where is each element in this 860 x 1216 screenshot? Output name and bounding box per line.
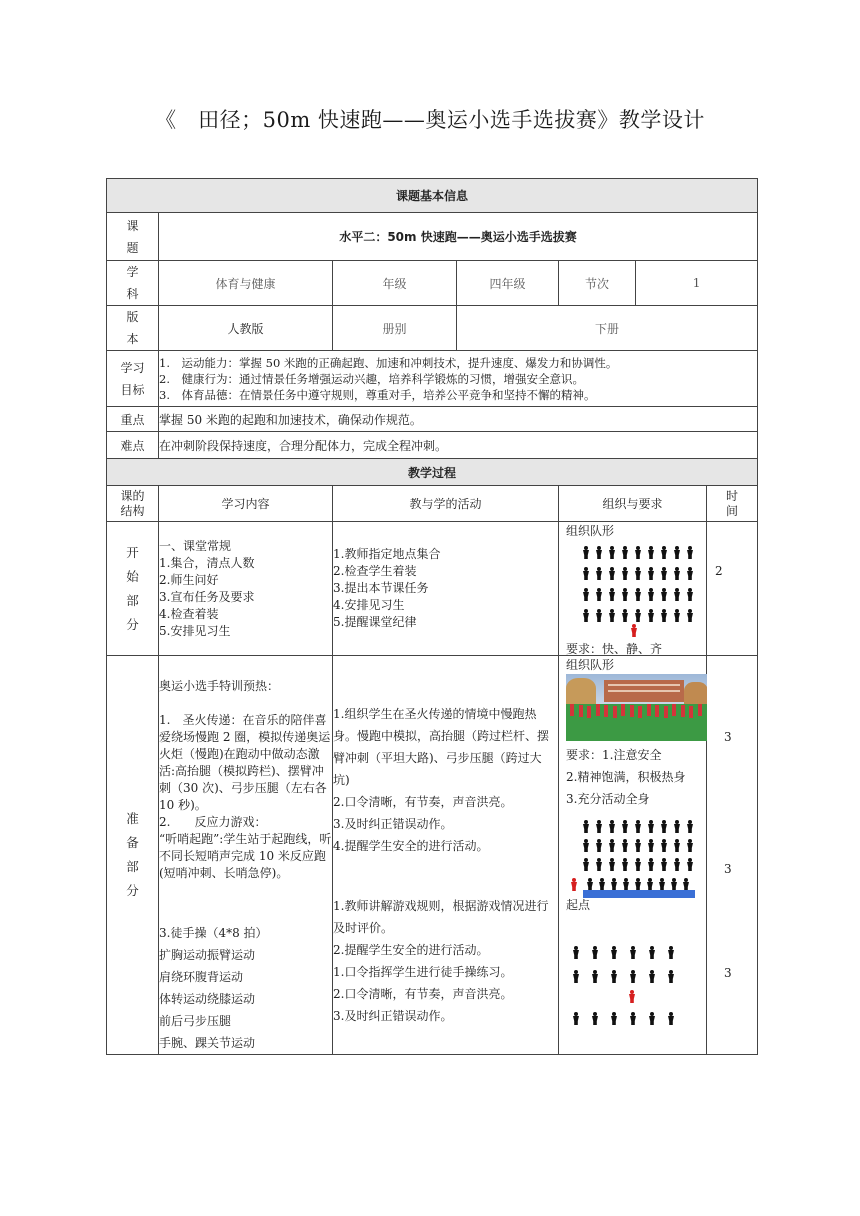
goals-list <box>159 351 758 407</box>
student-figure <box>611 946 617 959</box>
difficulty-value: 在冲刺阶段保持速度，合理分配体力，完成全程冲刺。 <box>159 432 758 459</box>
prep-label-text: 准 备 部 分 <box>126 811 139 898</box>
student-figure <box>622 609 628 622</box>
start-section-label <box>107 522 159 656</box>
content-line: 3.宣布任务及要求 <box>159 590 255 604</box>
volume-value: 下册 <box>457 306 758 351</box>
start-activity <box>333 522 559 656</box>
photo-student <box>655 705 659 717</box>
student-figure <box>674 839 680 852</box>
student-figure <box>687 588 693 601</box>
student-figure <box>668 1012 674 1025</box>
goal-item: 3. 体育品德：在情景任务中遵守规则，尊重对手，培养公平竞争和坚持不懈的精神。 <box>159 387 596 402</box>
student-figure <box>648 820 654 833</box>
activity-line: 4.安排见习生 <box>333 598 405 612</box>
student-figure <box>583 546 589 559</box>
org-requirement: 要求：快、静、齐 <box>566 642 663 656</box>
photo-student <box>613 706 617 718</box>
student-figure <box>592 946 598 959</box>
org-title: 组织队形 <box>566 658 615 672</box>
student-figure <box>687 839 693 852</box>
activity-line: 4.提醒学生安全的进行活动。 <box>333 839 489 853</box>
topic-value: 水平二：50m 快速跑——奥运小选手选拔赛 <box>159 213 758 261</box>
photo-student <box>604 705 608 717</box>
content-line: 一、课堂常规 <box>159 539 232 553</box>
content-item: 3.徒手操（4*8 拍） <box>159 926 268 940</box>
lesson-value: 1 <box>636 261 758 306</box>
student-figure <box>583 820 589 833</box>
grade-label: 年级 <box>333 261 457 306</box>
lesson-plan-table <box>106 178 758 1055</box>
student-figure <box>635 609 641 622</box>
basic-info-header: 课题基本信息 <box>107 179 758 213</box>
lesson-label: 节次 <box>559 261 636 306</box>
difficulty-label: 难点 <box>107 432 159 459</box>
grade-value: 四年级 <box>457 261 559 306</box>
key-label: 重点 <box>107 407 159 432</box>
student-figure <box>674 609 680 622</box>
student-figure <box>596 858 602 871</box>
student-figure <box>573 946 579 959</box>
activity-line: 1.教师指定地点集合 <box>333 547 441 561</box>
col-structure <box>107 486 159 522</box>
student-figure <box>687 609 693 622</box>
student-figure <box>583 588 589 601</box>
content-item: “听哨起跑”:学生站于起跑线，听不同长短哨声完成 10 米反应跑(短哨冲刺、长哨急停)。 <box>159 832 332 880</box>
activity-line: 3.提出本节课任务 <box>333 581 429 595</box>
goal-item: 2. 健康行为：通过情景任务增强运动兴趣，培养科学锻炼的习惯，增强安全意识。 <box>159 371 584 386</box>
warmup-photo <box>566 674 707 741</box>
photo-student <box>689 706 693 718</box>
student-figure <box>687 567 693 580</box>
photo-student <box>698 704 702 716</box>
goals-label-text: 学习 目标 <box>120 360 145 397</box>
student-figure <box>583 567 589 580</box>
teacher-figure <box>571 878 577 891</box>
student-figure <box>596 546 602 559</box>
prep-section-label <box>107 656 159 1055</box>
student-figure <box>596 588 602 601</box>
student-figure <box>609 858 615 871</box>
student-figure <box>622 567 628 580</box>
student-figure <box>661 588 667 601</box>
student-figure <box>630 970 636 983</box>
photo-student <box>672 704 676 716</box>
student-figure <box>687 858 693 871</box>
start-content <box>159 522 333 656</box>
student-figure <box>573 1012 579 1025</box>
activity-line: 2.口令清晰，有节奏，声音洪亮。 <box>333 795 513 809</box>
content-line: 手腕、踝关节运动 <box>159 1036 256 1050</box>
photo-student <box>630 705 634 717</box>
student-figure <box>635 858 641 871</box>
subject-value: 体育与健康 <box>159 261 333 306</box>
student-figure <box>583 609 589 622</box>
photo-student <box>621 704 625 716</box>
prep-content <box>159 656 333 1055</box>
prep-organization <box>559 656 707 1055</box>
student-figure <box>648 567 654 580</box>
start-line-label: 起点 <box>566 898 591 912</box>
student-figure <box>592 970 598 983</box>
subject-label-text: 学 科 <box>126 265 139 301</box>
activity-line: 1.组织学生在圣火传递的情境中慢跑热身。慢跑中模拟，高抬腿（跨过栏杆、摆臂冲刺（平坦大路)、弓步压腿（跨过大坑) <box>333 707 550 787</box>
time-value: 3 <box>724 966 732 980</box>
prep-time <box>707 656 758 1055</box>
student-figure <box>622 839 628 852</box>
edition-label-text: 版 本 <box>126 310 139 346</box>
content-item: 1. 圣火传递：在音乐的陪伴喜爱绕场慢跑 2 圈，模拟传递奥运火炬（慢跑)在跑动中做动态激活:高抬腿（模拟跨栏)、摆臂冲刺（30 次)、弓步压腿（左右各 10 秒)。 <box>159 713 331 812</box>
student-figure <box>635 839 641 852</box>
student-figure <box>596 609 602 622</box>
student-figure <box>648 839 654 852</box>
student-figure <box>674 820 680 833</box>
start-time: 2 <box>707 522 758 656</box>
student-figure <box>635 588 641 601</box>
student-figure <box>630 1012 636 1025</box>
org-requirement: 要求：1.注意安全 <box>566 748 662 762</box>
topic-label-text: 课 题 <box>126 218 139 255</box>
student-figure <box>609 839 615 852</box>
goals-label <box>107 351 159 407</box>
content-line: 前后弓步压腿 <box>159 1014 232 1028</box>
student-figure <box>661 858 667 871</box>
student-figure <box>596 839 602 852</box>
photo-student <box>570 704 574 716</box>
volume-label: 册别 <box>333 306 457 351</box>
start-label-text: 开 始 部 分 <box>126 544 139 632</box>
student-figure <box>661 546 667 559</box>
student-figure <box>661 839 667 852</box>
student-figure <box>674 858 680 871</box>
student-figure <box>661 567 667 580</box>
document-title: 《 田径；50m 快速跑——奥运小选手选拔赛》教学设计 <box>155 108 705 132</box>
student-figure <box>592 1012 598 1025</box>
student-figure <box>622 820 628 833</box>
student-figure <box>668 970 674 983</box>
activity-line: 3.及时纠正错误动作。 <box>333 1009 453 1023</box>
org-requirement: 3.充分活动全身 <box>566 792 650 806</box>
activity-line: 3.及时纠正错误动作。 <box>333 817 453 831</box>
student-figure <box>609 567 615 580</box>
col-structure-text: 课的 结构 <box>120 488 145 518</box>
org-title: 组织队形 <box>566 524 615 538</box>
activity-line: 5.提醒课堂纪律 <box>333 615 417 629</box>
teacher-figure <box>631 624 637 637</box>
key-value: 掌握 50 米跑的起跑和加速技术，确保动作规范。 <box>159 407 758 432</box>
content-line: 4.检查着装 <box>159 607 219 621</box>
content-item: 2. 反应力游戏： <box>159 815 267 829</box>
student-figure <box>630 946 636 959</box>
student-figure <box>674 567 680 580</box>
col-activity: 教与学的活动 <box>333 486 559 522</box>
student-figure <box>668 946 674 959</box>
student-figure <box>596 820 602 833</box>
time-value: 3 <box>724 862 732 876</box>
student-figure <box>622 546 628 559</box>
teacher-figure <box>629 990 635 1003</box>
photo-student <box>647 704 651 716</box>
col-org: 组织与要求 <box>559 486 707 522</box>
student-figure <box>596 567 602 580</box>
student-figure <box>609 820 615 833</box>
content-line: 2.师生问好 <box>159 573 219 587</box>
student-figure <box>573 970 579 983</box>
student-figure <box>622 858 628 871</box>
photo-student <box>681 705 685 717</box>
col-content: 学习内容 <box>159 486 333 522</box>
student-figure <box>648 546 654 559</box>
student-figure <box>611 970 617 983</box>
photo-student <box>587 706 591 718</box>
student-figure <box>609 609 615 622</box>
student-figure <box>649 946 655 959</box>
photo-student <box>638 706 642 718</box>
content-line: 扩胸运动振臂运动 <box>159 948 256 962</box>
student-figure <box>674 546 680 559</box>
content-line: 肩绕环腹背运动 <box>159 970 244 984</box>
content-line: 5.安排见习生 <box>159 624 231 638</box>
student-figure <box>635 820 641 833</box>
goal-item: 1. 运动能力：掌握 50 米跑的正确起跑、加速和冲刺技术，提升速度、爆发力和协调性。 <box>159 355 618 370</box>
content-line: 1.集合，清点人数 <box>159 556 255 570</box>
time-value: 3 <box>724 730 732 744</box>
activity-line: 2.口令清晰，有节奏，声音洪亮。 <box>333 987 513 1001</box>
edition-label <box>107 306 159 351</box>
student-figure <box>687 820 693 833</box>
student-figure <box>622 588 628 601</box>
topic-label <box>107 213 159 261</box>
content-intro: 奥运小选手特训预热： <box>159 679 280 693</box>
student-figure <box>611 1012 617 1025</box>
photo-student <box>664 706 668 718</box>
edition-value: 人教版 <box>159 306 333 351</box>
student-figure <box>635 546 641 559</box>
student-figure <box>583 839 589 852</box>
subject-label <box>107 261 159 306</box>
prep-activity <box>333 656 559 1055</box>
student-figure <box>661 609 667 622</box>
student-figure <box>648 609 654 622</box>
student-figure <box>583 858 589 871</box>
activity-line: 2.提醒学生安全的进行活动。 <box>333 943 489 957</box>
student-figure <box>649 1012 655 1025</box>
student-figure <box>609 588 615 601</box>
student-figure <box>648 858 654 871</box>
activity-line: 1.教师讲解游戏规则，根据游戏情况进行及时评价。 <box>333 899 549 935</box>
process-header: 教学过程 <box>107 459 758 486</box>
photo-student <box>579 705 583 717</box>
activity-line: 2.检查学生着装 <box>333 564 417 578</box>
student-figure <box>609 546 615 559</box>
start-line-bar <box>583 890 695 898</box>
start-organization <box>559 522 707 656</box>
student-figure <box>648 588 654 601</box>
student-figure <box>635 567 641 580</box>
student-figure <box>649 970 655 983</box>
student-figure <box>661 820 667 833</box>
activity-line: 1.口令指挥学生进行徒手操练习。 <box>333 965 513 979</box>
student-figure <box>687 546 693 559</box>
content-line: 体转运动绕膝运动 <box>159 992 256 1006</box>
photo-student <box>596 704 600 716</box>
col-time-text: 时 间 <box>726 488 739 518</box>
org-requirement: 2.精神饱满，积极热身 <box>566 770 686 784</box>
col-time <box>707 486 758 522</box>
student-figure <box>674 588 680 601</box>
